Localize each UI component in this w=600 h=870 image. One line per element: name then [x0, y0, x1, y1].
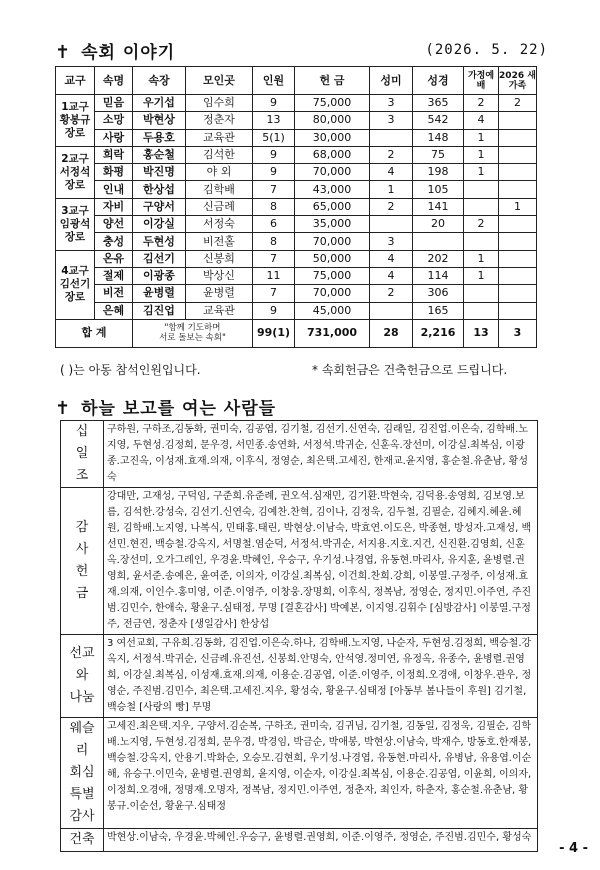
offering-category: 웨슬 리 회심 특별 감사 — [61, 718, 104, 829]
table-cell: 1 — [464, 267, 499, 284]
table-cell — [370, 216, 413, 233]
table-cell: 이광종 — [133, 267, 186, 284]
section-title-text: 하늘 보고를 여는 사람들 — [81, 399, 277, 419]
table-row — [56, 267, 537, 284]
table-cell: 1 — [464, 129, 499, 146]
table-cell — [499, 285, 537, 302]
table-cell: 148 — [413, 129, 464, 146]
column-header: 인원 — [253, 67, 295, 95]
offering-row — [61, 635, 538, 718]
district-label: 1교구 황봉규 장로 — [56, 95, 95, 147]
table-cell: 비전 — [95, 285, 133, 302]
table-row — [56, 181, 537, 198]
table-cell: 105 — [413, 181, 464, 198]
table-cell: 13 — [253, 112, 295, 129]
table-cell: 3 — [370, 233, 413, 250]
column-header: 속장 — [133, 67, 186, 95]
table-cell: 6 — [253, 216, 295, 233]
table-cell: 윤병렬 — [186, 285, 253, 302]
table-cell: 4 — [370, 164, 413, 181]
total-bible: 2,216 — [413, 319, 464, 347]
offering-category: 십 일 조 — [61, 421, 104, 488]
column-header: 성경 — [413, 67, 464, 95]
offering-category: 선교 와 나눔 — [61, 635, 104, 718]
table-cell: 신봉희 — [186, 250, 253, 267]
table-cell: 1 — [370, 181, 413, 198]
table-cell: 7 — [253, 285, 295, 302]
table-cell: 신금례 — [186, 198, 253, 215]
table-cell: 7 — [253, 181, 295, 198]
table-cell: 희락 — [95, 146, 133, 163]
cell-meeting-table — [55, 66, 537, 348]
note-offering-purpose: * 속회헌금은 건축헌금으로 드립니다. — [312, 363, 508, 377]
table-cell — [499, 112, 537, 129]
column-header: 2026 새가족 — [499, 67, 537, 95]
table-cell: 2 — [499, 95, 537, 112]
table-cell: 믿음 — [95, 95, 133, 112]
table-cell: 두현성 — [133, 233, 186, 250]
table-cell — [464, 302, 499, 319]
table-cell: 김진업 — [133, 302, 186, 319]
column-header: 헌 금 — [295, 67, 370, 95]
table-cell: 70,000 — [295, 164, 370, 181]
offerings-table — [60, 420, 538, 852]
table-cell: 202 — [413, 250, 464, 267]
table-cell — [499, 267, 537, 284]
table-cell — [370, 129, 413, 146]
table-cell: 45,000 — [295, 302, 370, 319]
table-row — [56, 250, 537, 267]
total-slogan: "함께 기도하며 서로 돌보는 속회" — [133, 319, 253, 347]
total-offering: 731,000 — [295, 319, 370, 347]
table-cell: 양선 — [95, 216, 133, 233]
offering-row — [61, 488, 538, 635]
district-label: 2교구 서정석 장로 — [56, 146, 95, 198]
total-row — [56, 319, 537, 347]
table-cell: 165 — [413, 302, 464, 319]
table-cell: 75,000 — [295, 267, 370, 284]
table-row — [56, 112, 537, 129]
table-cell: 이강실 — [133, 216, 186, 233]
table-cell: 4 — [464, 112, 499, 129]
table-cell: 구양서 — [133, 198, 186, 215]
offering-names: 3 여선교회, 구유희.김동화, 김진업.이은숙.하나, 김학배.노지영, 나순자, 두현성.김정희, 백승철.강옥지, 서정석.박귀순, 신금례.유진선, 신봉희.안명숙, 안석영.정미연, 유정옥, 유종수, 윤병렬.권영희, 이강실.최복심, 이성재.효재.의재, 이용순.김공엽, 이준.이영주, 이정희.오경애, 이창우.관우, 정영순, 주진범.김민수, 최은택.고세진.지우, 황성숙, 황윤구.심태정 [아동부 봄나들이 후원] 김기철, 백승철 [사랑의 빵] 무명 — [104, 635, 538, 718]
table-cell: 9 — [253, 95, 295, 112]
cross-icon: ✝ — [55, 398, 72, 419]
column-header: 성미 — [370, 67, 413, 95]
table-cell: 5(1) — [253, 129, 295, 146]
table-cell: 30,000 — [295, 129, 370, 146]
table-cell: 2 — [370, 285, 413, 302]
table-row — [56, 216, 537, 233]
offering-names: 고세진.최은택.지우, 구양서.김순복, 구하조, 권미숙, 김귀님, 김기철, 김동일, 김정욱, 김필순, 김학배.노지영, 두현성.김정희, 문우경, 박경임, 박금순, 박애봉, 박현상.이남숙, 박재수, 방동호.한재봉, 백승철.강옥지, 안용기.박화순, 오승모.김현희, 우기성.나경엽, 유동현.마리사, 유병남, 유용엽.이순해, 유승구.이민숙, 윤병렬.권영희, 윤지영, 이순자, 이강실.최복심, 이용순.김공엽, 이윤희, 이의자, 이정희.오경애, 정명재.오명자, 정복남, 정지민.이주연, 정춘자, 최인자, 하춘자, 홍순철.유춘남, 황봉규.이순선, 황윤구.심태정 — [104, 718, 538, 829]
table-cell: 윤병렬 — [133, 285, 186, 302]
table-cell: 114 — [413, 267, 464, 284]
offering-names: 강대만, 고재성, 구덕임, 구준희.유준례, 권오석.심재민, 김기환.박현숙, 김덕용.송영희, 김보영.보름, 김석한.강성숙, 김선기.신연숙, 김예찬.찬혁, 김이나, 김정욱, 김두철, 김필순, 김혜지.혜윤.혜원, 김학배.노지영, 나복식, 민태홍.태린, 박현상.이남숙, 박효연.이도은, 박종현, 방성자.고재성, 백선민.현진, 백승철.강옥지, 서명철.염순덕, 서정석.박귀순, 서지용.지호.지건, 신진환.김영희, 신훈옥.장선미, 오가그레인, 우경윤.박혜인, 우승구, 우기성.나경엽, 유동현.마리사, 유지훈, 윤병렬.권영희, 윤서준.송예은, 윤여준, 이의자, 이강실.최복심, 이건희.찬희.강희, 이봉열.구정주, 이성재.효재.의재, 이인수.홍미영, 이준.이영주, 이창웅.장명희, 이후식, 정복남, 정영순, 정지민.이주연, 주진범.김민수, 한애숙, 황윤구.심태정, 무명 [결혼감사] 박예본, 이지영.김휘수 [심방감사] 이봉열.구정주, 전금연, 정춘자 [생일감사] 한상섭 — [104, 488, 538, 635]
offering-row — [61, 718, 538, 829]
table-cell: 4 — [370, 267, 413, 284]
table-cell: 2 — [370, 146, 413, 163]
table-cell: 542 — [413, 112, 464, 129]
page-number: - 4 - — [559, 841, 588, 856]
table-cell: 4 — [370, 250, 413, 267]
table-cell: 3 — [370, 95, 413, 112]
table-cell: 43,000 — [295, 181, 370, 198]
offering-row — [61, 829, 538, 852]
table-cell: 소망 — [95, 112, 133, 129]
table-cell: 한상섭 — [133, 181, 186, 198]
table-cell: 김선기 — [133, 250, 186, 267]
section-title-cell-story — [55, 38, 175, 63]
section-title-offerings — [55, 394, 276, 419]
table-cell: 365 — [413, 95, 464, 112]
district-label: 4교구 김선기 장로 — [56, 250, 95, 319]
date-label: (2026. 5. 22) — [425, 42, 548, 58]
table-cell: 70,000 — [295, 285, 370, 302]
table-cell: 20 — [413, 216, 464, 233]
table-cell — [413, 233, 464, 250]
table-cell: 50,000 — [295, 250, 370, 267]
table-cell — [370, 302, 413, 319]
offering-names: 구하원, 구하조,김동화, 권미숙, 김공엽, 김기철, 김선기.신연숙, 김래일, 김진업.이은숙, 김학배.노지영, 두현성.김정희, 문우경, 서민종.송연화, 서정석.박귀순, 신훈옥.장선미, 이강실.최복심, 이광종.고진옥, 이성재.효재.의재, 이후식, 정영순, 최은택.고세진, 한재교.윤지영, 홍순철.유춘남, 황성숙 — [104, 421, 538, 488]
table-cell: 야 외 — [186, 164, 253, 181]
total-new-family: 3 — [499, 319, 537, 347]
offering-names: 박현상.이남숙, 우경윤.박혜인.우승구, 윤병렬.권영희, 이준.이영주, 정영순, 주진범.김민수, 황성숙 — [104, 829, 538, 852]
table-cell: 충성 — [95, 233, 133, 250]
table-cell: 2 — [464, 95, 499, 112]
table-cell — [464, 233, 499, 250]
table-cell: 70,000 — [295, 233, 370, 250]
table-cell: 두용호 — [133, 129, 186, 146]
table-cell: 김학배 — [186, 181, 253, 198]
table-cell: 은혜 — [95, 302, 133, 319]
table-cell: 1 — [464, 164, 499, 181]
table-cell: 75 — [413, 146, 464, 163]
table-cell — [464, 285, 499, 302]
table-header-row — [56, 67, 537, 95]
table-row — [56, 285, 537, 302]
table-cell: 교육관 — [186, 129, 253, 146]
table-cell: 정춘자 — [186, 112, 253, 129]
table-cell: 1 — [464, 250, 499, 267]
table-cell: 68,000 — [295, 146, 370, 163]
table-cell: 김석한 — [186, 146, 253, 163]
table-cell: 1 — [499, 198, 537, 215]
table-cell — [499, 233, 537, 250]
table-cell: 서정숙 — [186, 216, 253, 233]
table-cell — [464, 198, 499, 215]
table-row — [56, 164, 537, 181]
table-cell — [499, 181, 537, 198]
column-header: 가정예배 — [464, 67, 499, 95]
column-header: 속명 — [95, 67, 133, 95]
table-cell: 절제 — [95, 267, 133, 284]
table-row — [56, 198, 537, 215]
table-cell — [499, 302, 537, 319]
table-cell — [464, 181, 499, 198]
table-cell: 8 — [253, 198, 295, 215]
table-cell: 인내 — [95, 181, 133, 198]
table-cell: 임수희 — [186, 95, 253, 112]
offering-category: 건축 — [61, 829, 104, 852]
table-cell: 3 — [370, 112, 413, 129]
table-cell: 35,000 — [295, 216, 370, 233]
table-cell: 1 — [464, 146, 499, 163]
table-cell: 141 — [413, 198, 464, 215]
table-cell: 박현상 — [133, 112, 186, 129]
offering-row — [61, 421, 538, 488]
total-people: 99(1) — [253, 319, 295, 347]
table-cell: 9 — [253, 146, 295, 163]
table-row — [56, 95, 537, 112]
total-worship: 13 — [464, 319, 499, 347]
table-cell: 박진명 — [133, 164, 186, 181]
table-row — [56, 146, 537, 163]
table-cell — [499, 129, 537, 146]
table-cell: 온유 — [95, 250, 133, 267]
table-cell: 2 — [464, 216, 499, 233]
table-cell: 80,000 — [295, 112, 370, 129]
table-cell: 7 — [253, 250, 295, 267]
offering-category: 감 사 헌 금 — [61, 488, 104, 635]
table-cell: 65,000 — [295, 198, 370, 215]
cross-icon: ✝ — [55, 42, 72, 63]
table-cell: 8 — [253, 233, 295, 250]
section-title-text: 속회 이야기 — [81, 43, 176, 63]
table-row — [56, 233, 537, 250]
total-rice: 28 — [370, 319, 413, 347]
table-cell: 비전홀 — [186, 233, 253, 250]
table-cell: 우기섭 — [133, 95, 186, 112]
table-cell: 박상신 — [186, 267, 253, 284]
table-cell: 9 — [253, 302, 295, 319]
table-cell: 교육관 — [186, 302, 253, 319]
note-child-count: ( )는 아동 참석인원입니다. — [60, 363, 201, 377]
table-cell — [499, 146, 537, 163]
table-cell: 2 — [370, 198, 413, 215]
table-cell: 11 — [253, 267, 295, 284]
total-label: 합 계 — [56, 319, 133, 347]
table-cell: 화평 — [95, 164, 133, 181]
table-cell — [499, 250, 537, 267]
table-cell: 사랑 — [95, 129, 133, 146]
column-header: 교구 — [56, 67, 95, 95]
district-label: 3교구 임광석 장로 — [56, 198, 95, 250]
table-cell: 198 — [413, 164, 464, 181]
table-cell — [499, 164, 537, 181]
column-header: 모인곳 — [186, 67, 253, 95]
table-cell: 자비 — [95, 198, 133, 215]
table-cell: 홍순철 — [133, 146, 186, 163]
table-cell: 9 — [253, 164, 295, 181]
table-cell: 306 — [413, 285, 464, 302]
table-row — [56, 129, 537, 146]
table-cell — [499, 216, 537, 233]
table-cell: 75,000 — [295, 95, 370, 112]
table-row — [56, 302, 537, 319]
